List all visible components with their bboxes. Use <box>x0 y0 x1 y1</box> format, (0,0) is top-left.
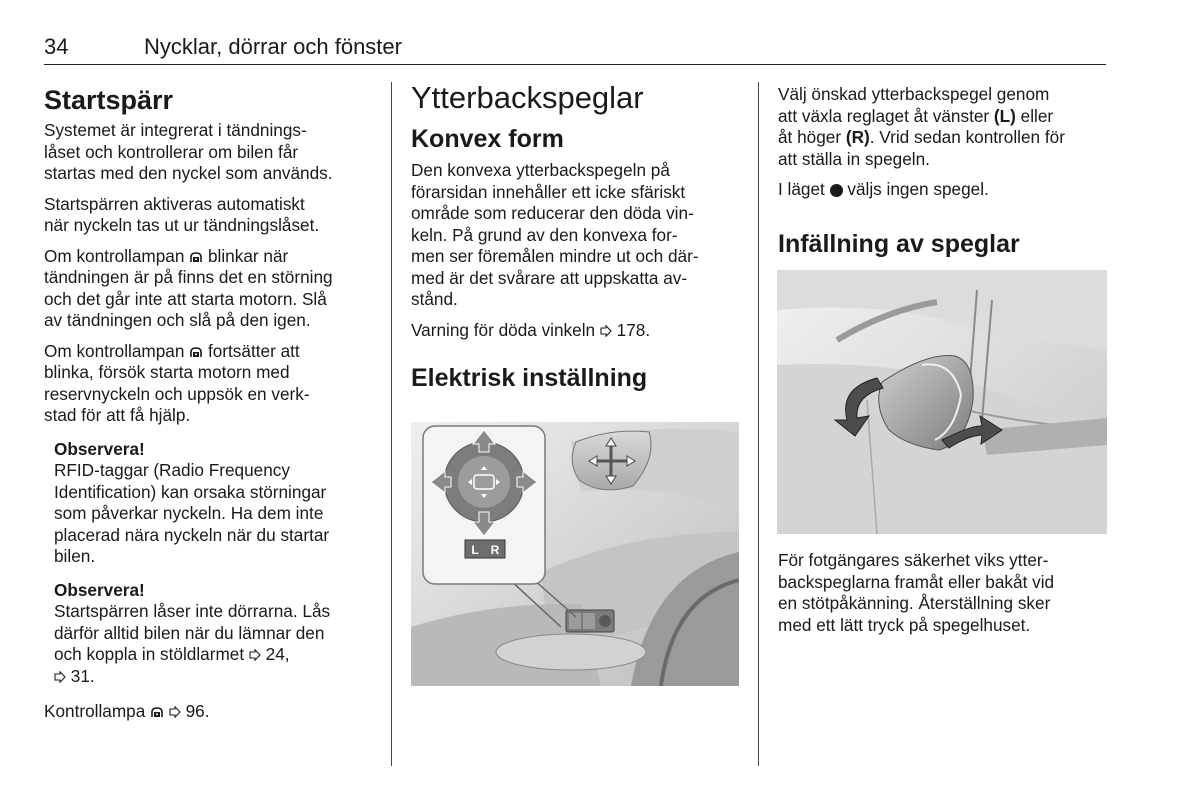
page-number: 34 <box>44 34 69 59</box>
page-reference-arrow-icon <box>169 702 181 714</box>
paragraph: Systemet är integrerat i tändnings- låset och kontrollerar om bilen får startas med den nyckel som används. <box>44 120 333 183</box>
mirror-folding-illustration <box>777 270 1107 534</box>
note-title: Observera! <box>54 438 145 459</box>
page-reference-arrow-icon <box>54 667 66 679</box>
immobiliser-lamp-icon <box>189 342 203 354</box>
page-header <box>44 34 1106 65</box>
column-1 <box>44 84 379 732</box>
subheading: Elektrisk inställning <box>411 364 648 392</box>
page-reference-arrow-icon <box>600 321 612 333</box>
paragraph: Den konvexa ytterbackspegeln på förarsidan innehåller ett icke sfäriskt område som reducerar den döda vin- keln. På grund av den konvexa for- men ser föremålen mindre ut och där- med är det svårare att uppskatta av- stånd. <box>411 160 699 309</box>
section-heading: Ytterbackspeglar <box>411 80 644 115</box>
paragraph: Om kontrollampan fortsätter att blinka, försök starta motorn med reservnyckeln och uppsök en verk- stad för att få hjälp. <box>44 340 310 425</box>
column-2 <box>411 80 741 399</box>
paragraph: Välj önskad ytterbackspegel genom att växla reglaget åt vänster (L) eller åt höger (R). Vrid sedan kontrollen för att ställa in spegeln. <box>778 84 1065 169</box>
column-divider <box>391 82 392 766</box>
column-3-bottom <box>778 550 1108 645</box>
filled-dot-icon <box>830 184 843 197</box>
column-3 <box>778 84 1108 265</box>
paragraph: För fotgängares säkerhet viks ytter- backspeglarna framåt eller bakåt vid en stötpåkänning. Återställning sker med ett lätt tryck på spegelhuset. <box>778 550 1055 635</box>
immobiliser-lamp-icon <box>189 247 203 259</box>
page-reference-arrow-icon <box>249 645 261 657</box>
section-heading: Startspärr <box>44 85 174 115</box>
column-divider <box>758 82 759 766</box>
paragraph: I läget väljs ingen spegel. <box>778 179 989 199</box>
paragraph: Kontrollampa 96. <box>44 701 210 721</box>
subheading: Konvex form <box>411 125 564 153</box>
mirror-control-illustration <box>411 422 739 686</box>
paragraph: Om kontrollampan blinkar när tändningen är på finns det en störning och det går inte att starta motorn. Slå av tändningen och slå på den igen. <box>44 245 333 330</box>
note-block: Observera! Startspärren låser inte dörrarna. Lås därför alltid bilen när du lämnar den och koppla in stöldlarmet 24, 31. <box>54 580 379 688</box>
paragraph: Startspärren aktiveras automatiskt när nyckeln tas ut ur tändningslåset. <box>44 193 320 235</box>
right-switch-label: R <box>490 543 500 557</box>
left-switch-label: L <box>471 543 479 557</box>
chapter-title: Nycklar, dörrar och fönster <box>144 34 402 59</box>
immobiliser-lamp-icon <box>150 702 164 714</box>
paragraph: Varning för döda vinkeln 178. <box>411 319 651 340</box>
note-block: Observera! RFID-taggar (Radio Frequency Identification) kan orsaka störningar som påverkar nyckeln. Ha dem inte placerad nära nyckeln när du startar bilen. <box>54 439 379 568</box>
subheading: Infällning av speglar <box>778 229 1020 258</box>
note-title: Observera! <box>54 579 145 600</box>
